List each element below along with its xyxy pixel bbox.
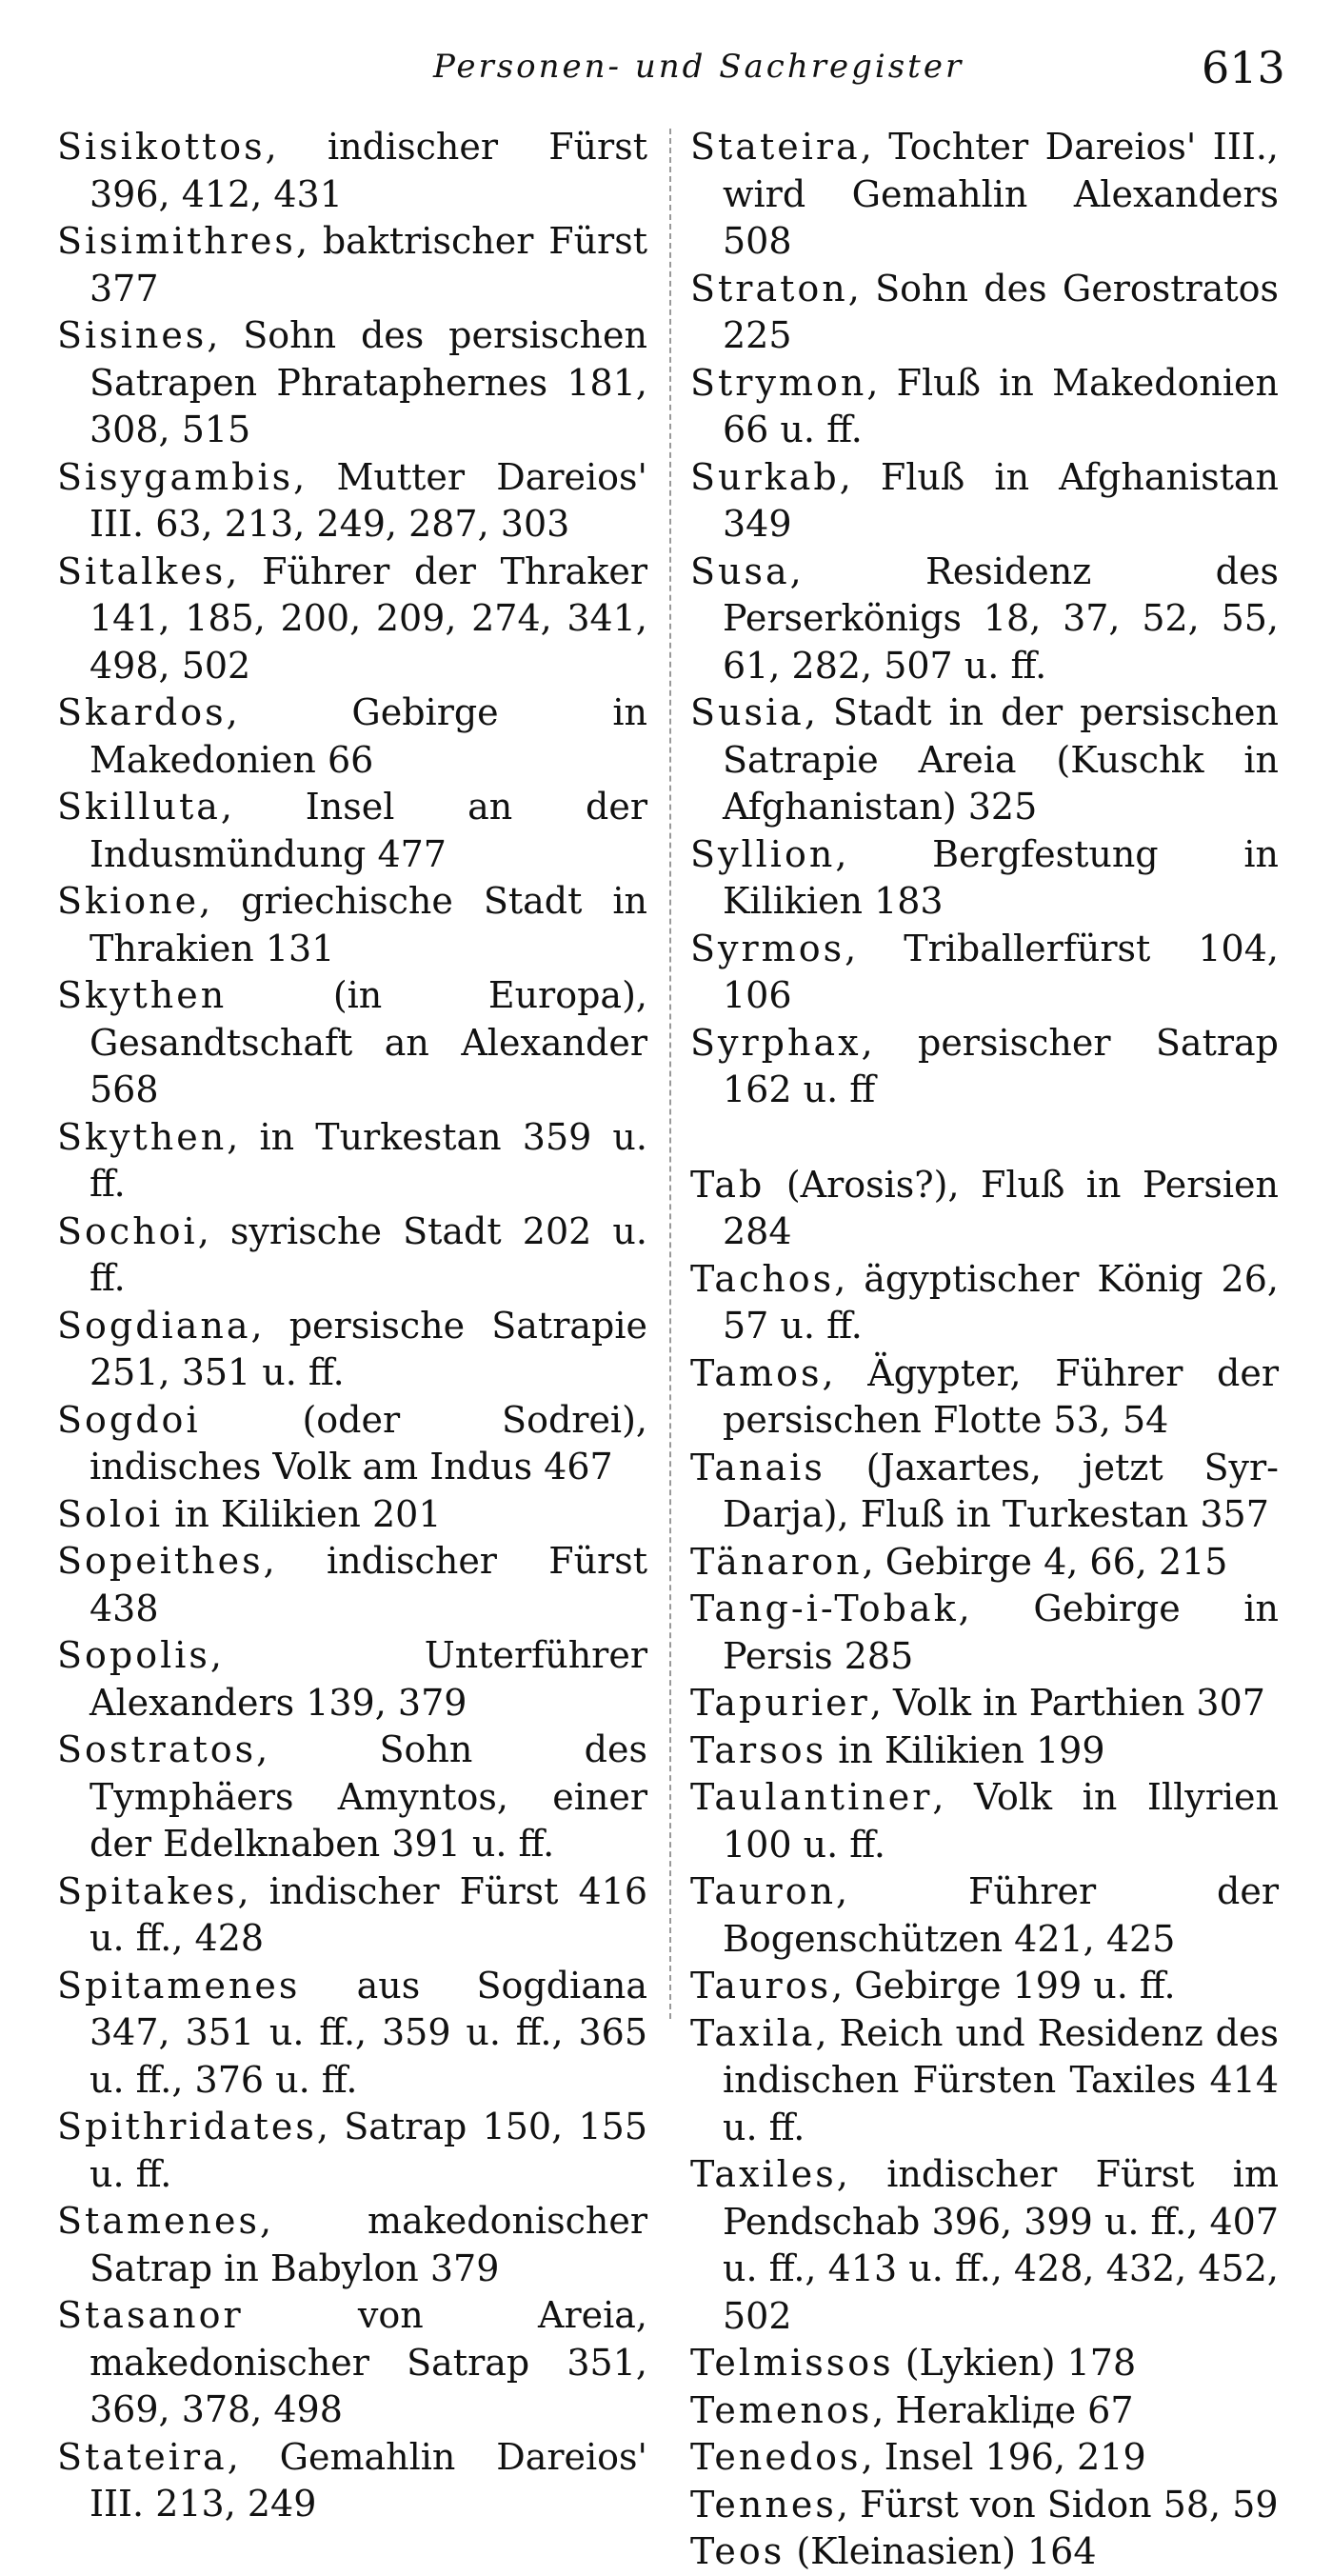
entry-headword: Sisikottos — [57, 126, 266, 168]
entry-text: , Gebirge 199 u. ff. — [831, 1965, 1176, 2007]
entry-text: , Tochter Dareios' III., wird Gemahlin Alexanders 508 — [723, 126, 1279, 262]
entry-text: , Fluß in Makedonien 66 u. ff. — [723, 361, 1279, 450]
index-entry — [690, 2340, 1279, 2387]
entry-text: , indischer Fürst 438 — [89, 1540, 647, 1629]
index-entry — [57, 2434, 647, 2528]
entry-text: , persischer Satrap 162 u. ff — [723, 1021, 1279, 1110]
index-entry — [57, 124, 647, 218]
index-entry — [690, 1774, 1279, 1868]
index-entry — [57, 454, 647, 549]
entry-headword: Sostratos — [57, 1728, 257, 1770]
entry-text: (Jaxartes, jetzt Syr-Darja), Fluß in Turkestan 357 — [723, 1446, 1279, 1535]
entry-text: , in Turkestan 359 u. ff. — [89, 1115, 647, 1205]
entry-text: , griechische Stadt in Thrakien 131 — [89, 880, 647, 969]
entry-headword: Stamenes — [57, 2200, 260, 2242]
index-entry — [57, 218, 647, 312]
entry-headword: Syrphax — [690, 1021, 862, 1064]
entry-text: (oder Sodrei), indisches Volk am Indus 467 — [89, 1398, 647, 1488]
entry-text: , Stadt in der persischen Satrapie Areia (Kuschk in Afghanistan) 325 — [723, 691, 1279, 828]
entry-headword: Tauros — [690, 1965, 832, 2007]
entry-headword: Tänaron — [690, 1540, 863, 1583]
index-entry — [690, 124, 1279, 266]
entry-headword: Stateira — [57, 2435, 228, 2478]
entry-text: , Gebirge in Makedonien 66 — [89, 691, 647, 781]
index-entry — [57, 2198, 647, 2292]
entry-text: , Fürst von Sidon 58, 59 — [836, 2483, 1279, 2526]
index-entry — [690, 2387, 1279, 2435]
index-entry — [690, 549, 1279, 690]
entry-headword: Strymon — [690, 361, 867, 404]
running-head-title: Personen- und Sachregister — [433, 48, 964, 86]
index-entry — [690, 2434, 1279, 2482]
index-entry — [57, 1303, 647, 1397]
index-entry — [690, 926, 1279, 1020]
index-entry — [57, 689, 647, 784]
entry-headword: Tarsos — [690, 1728, 827, 1771]
index-entry — [690, 1256, 1279, 1350]
index-entry — [690, 1020, 1279, 1114]
index-entry — [690, 2151, 1279, 2340]
entry-headword: Tamos — [690, 1351, 823, 1394]
entry-headword: Spithridates — [57, 2106, 317, 2147]
index-entry — [57, 1538, 647, 1632]
entry-headword: Taxila — [690, 2011, 816, 2054]
index-entry — [57, 1114, 647, 1208]
entry-text: , Mutter Dareios' III. 63, 213, 249, 287, 303 — [89, 455, 647, 545]
entry-headword: Susa — [690, 549, 790, 592]
entry-text: aus Sogdiana 347, 351 u. ff., 359 u. ff., 365 u. ff., 376 u. ff. — [89, 1964, 647, 2101]
index-entry — [57, 1868, 647, 1963]
entry-text: , Insel 196, 219 — [861, 2436, 1146, 2478]
entry-headword: Tauron — [690, 1870, 837, 1912]
entry-text: , Gebirge 4, 66, 215 — [862, 1540, 1228, 1583]
entry-text: , indischer Fürst 396, 412, 431 — [89, 126, 647, 215]
entry-text: , Fluß in Afghanistan 349 — [723, 455, 1279, 545]
entry-headword: Soloi — [57, 1492, 164, 1535]
column-divider — [669, 129, 671, 2019]
entry-text: , Triballerfürst 104, 106 — [723, 927, 1279, 1016]
entry-headword: Tanais — [690, 1446, 825, 1488]
index-entry — [690, 360, 1279, 454]
entry-text: , Herakliде 67 — [872, 2388, 1134, 2431]
index-entry — [690, 1445, 1279, 1539]
entry-headword: Syllion — [690, 832, 836, 875]
entry-headword: Sogdoi — [57, 1398, 201, 1441]
entry-headword: Temenos — [690, 2388, 873, 2431]
entry-headword: Susia — [690, 691, 805, 733]
index-entry — [690, 1963, 1279, 2010]
index-entry — [690, 1162, 1279, 1256]
entry-text: , Gemahlin Dareios' III. 213, 249 — [89, 2435, 647, 2525]
entry-text: , Gebirge in Persis 285 — [723, 1588, 1279, 1677]
index-entry — [690, 1727, 1279, 1775]
entry-headword: Sitalkes — [57, 549, 227, 592]
index-entry — [57, 1491, 647, 1539]
entry-headword: Sopolis — [57, 1634, 210, 1676]
index-entry — [690, 831, 1279, 926]
entry-headword: Sopeithes — [57, 1540, 264, 1582]
index-entry — [57, 1963, 647, 2105]
index-entry — [57, 1727, 647, 1868]
entry-headword: Taxiles — [690, 2153, 837, 2195]
index-entry — [690, 2482, 1279, 2529]
index-entry — [57, 878, 647, 972]
entry-headword: Sisines — [57, 314, 208, 356]
index-entry — [57, 1208, 647, 1303]
entry-text: in Kilikien 201 — [163, 1492, 442, 1535]
index-entry — [690, 1539, 1279, 1587]
entry-text: , indischer Fürst im Pendschab 396, 399 u. ff., 407 u. ff., 413 u. ff., 428, 432, 452, 502 — [723, 2153, 1279, 2337]
entry-headword: Stateira — [690, 126, 861, 168]
index-column-left — [57, 124, 647, 2528]
index-entry — [690, 1350, 1279, 1445]
index-entry — [690, 689, 1279, 831]
entry-headword: Skione — [57, 880, 200, 922]
index-entry — [57, 2104, 647, 2198]
entry-text: , Bergfestung in Kilikien 183 — [723, 832, 1279, 922]
page-number: 613 — [1202, 42, 1285, 93]
index-entry — [690, 1680, 1279, 1727]
entry-headword: Tachos — [690, 1257, 835, 1300]
entry-headword: Tab — [690, 1163, 765, 1206]
entry-text: (Kleinasien) 164 — [785, 2530, 1097, 2572]
entry-text: , Sohn des Gerostratos 225 — [723, 267, 1279, 356]
index-entry — [690, 266, 1279, 360]
entry-text: , Volk in Parthien 307 — [869, 1682, 1265, 1724]
entry-headword: Tennes — [690, 2483, 837, 2526]
running-head — [0, 36, 1332, 93]
entry-headword: Skythen — [57, 1115, 228, 1158]
entry-text: in Kilikien 199 — [826, 1728, 1105, 1771]
index-entry — [57, 784, 647, 878]
entry-headword: Skardos — [57, 691, 227, 733]
entry-headword: Sisimithres — [57, 220, 296, 262]
index-entry — [57, 549, 647, 690]
index-entry — [57, 1397, 647, 1491]
entry-text: , persische Satrapie 251, 351 u. ff. — [89, 1304, 647, 1393]
entry-headword: Syrmos — [690, 927, 845, 969]
index-entry — [690, 2010, 1279, 2152]
entry-text: , Volk in Illyrien 100 u. ff. — [723, 1776, 1279, 1866]
entry-text: , Sohn des Tymphäers Amyntos, einer der Edelknaben 391 u. ff. — [89, 1728, 647, 1865]
entry-headword: Teos — [690, 2530, 785, 2572]
entry-headword: Tapurier — [690, 1682, 870, 1724]
entry-text: , Führer der Bogenschützen 421, 425 — [723, 1870, 1279, 1960]
entry-headword: Sochoi — [57, 1209, 198, 1252]
index-entry — [57, 312, 647, 454]
entry-text: , Reich und Residenz des indischen Fürsten Taxiles 414 u. ff. — [723, 2011, 1279, 2148]
entry-headword: Spitakes — [57, 1869, 238, 1912]
entry-headword: Tenedos — [690, 2436, 862, 2478]
entry-headword: Stasanor — [57, 2294, 244, 2336]
entry-headword: Spitamenes — [57, 1964, 301, 2007]
index-entry — [57, 972, 647, 1114]
entry-text: , Sohn des persischen Satrapen Phrataphernes 181, 308, 515 — [89, 314, 647, 450]
entry-text: (in Europa), Gesandtschaft an Alexander 568 — [89, 974, 647, 1110]
entry-text: , Ägypter, Führer der persischen Flotte 53, 54 — [723, 1351, 1279, 1441]
entry-headword: Surkab — [690, 455, 840, 498]
entry-text: , Residenz des Perserkönigs 18, 37, 52, 55, 61, 282, 507 u. ff. — [723, 549, 1279, 687]
index-entry — [57, 2292, 647, 2434]
entry-headword: Sisygambis — [57, 455, 294, 498]
entry-headword: Tang-i-Tobak — [690, 1588, 959, 1629]
entry-headword: Sogdiana — [57, 1304, 251, 1347]
entry-text: (Lykien) 178 — [893, 2342, 1137, 2384]
index-entry — [690, 1868, 1279, 1963]
index-entry — [690, 454, 1279, 549]
entry-text: (Arosis?), Fluß in Persien 284 — [723, 1163, 1279, 1252]
entry-headword: Straton — [690, 267, 848, 310]
entry-headword: Skythen — [57, 974, 228, 1016]
index-entry — [57, 1632, 647, 1727]
entry-text: , Insel an der Indusmündung 477 — [89, 786, 647, 875]
entry-headword: Skilluta — [57, 786, 221, 828]
entry-text: , syrische Stadt 202 u. ff. — [89, 1209, 647, 1299]
entry-text: , makedonischer Satrap in Babylon 379 — [89, 2200, 647, 2289]
index-entry — [690, 2528, 1279, 2576]
entry-text: , Unterführer Alexanders 139, 379 — [89, 1634, 647, 1724]
entry-text: von Areia, makedonischer Satrap 351, 369, 378, 498 — [89, 2294, 647, 2430]
entry-headword: Telmissos — [690, 2342, 894, 2384]
entry-text: , ägyptischer König 26, 57 u. ff. — [723, 1257, 1279, 1347]
index-entry — [690, 1586, 1279, 1680]
entry-text: , baktrischer Fürst 377 — [89, 220, 647, 310]
entry-text: , indischer Fürst 416 u. ff., 428 — [89, 1869, 647, 1959]
letter-section-gap — [690, 1114, 1279, 1162]
entry-headword: Taulantiner — [690, 1776, 933, 1818]
index-column-right — [690, 124, 1279, 2576]
entry-text: , Satrap 150, 155 u. ff. — [89, 2106, 647, 2195]
entry-text: , Führer der Thraker 141, 185, 200, 209, 274, 341, 498, 502 — [89, 549, 647, 687]
